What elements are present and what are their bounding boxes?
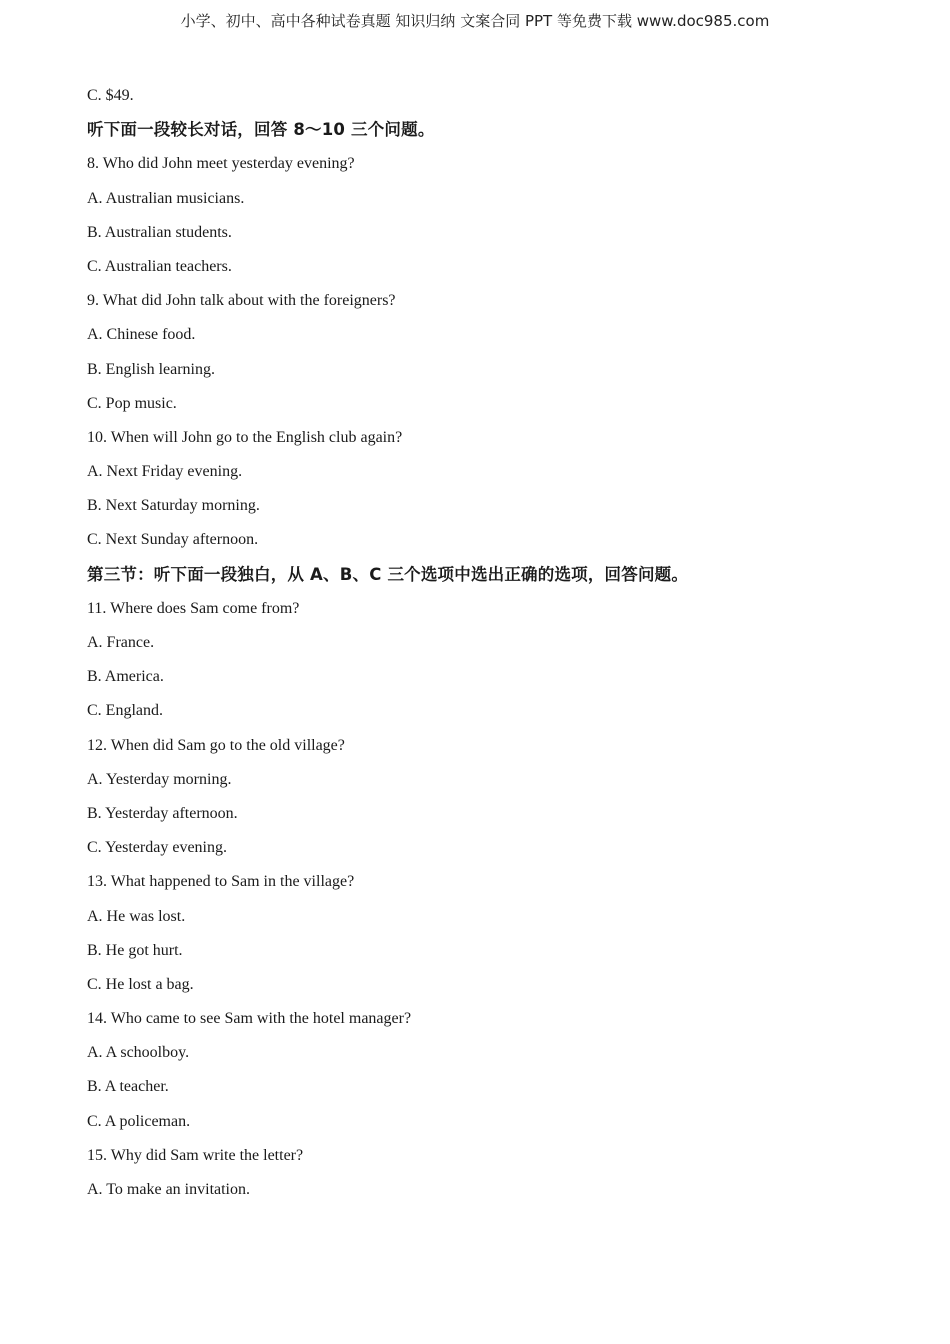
answer-option: A. Australian musicians. <box>87 189 245 207</box>
question-text: 8. Who did John meet yesterday evening? <box>87 155 355 173</box>
answer-option: C. He lost a bag. <box>87 975 194 993</box>
answer-option: B. He got hurt. <box>87 941 183 959</box>
answer-option: C. England. <box>87 702 163 720</box>
answer-option: B. America. <box>87 668 164 686</box>
answer-option: A. He was lost. <box>87 907 186 925</box>
section-instruction: 听下面一段较长对话，回答 8～10 三个问题。 <box>87 120 435 140</box>
answer-option: A. Chinese food. <box>87 326 196 344</box>
answer-option: A. Yesterday morning. <box>87 770 232 788</box>
answer-option: A. France. <box>87 634 155 651</box>
question-text: 11. Where does Sam come from? <box>87 599 300 617</box>
answer-option: B. A teacher. <box>87 1078 169 1096</box>
answer-option: A. To make an invitation. <box>87 1181 250 1198</box>
question-text: 14. Who came to see Sam with the hotel manager? <box>87 1010 412 1028</box>
site-header-banner: 小学、初中、高中各种试卷真题 知识归纳 文案合同 PPT 等免费下载 www.doc985.com <box>180 12 770 30</box>
answer-option: C. Next Sunday afternoon. <box>87 531 259 549</box>
question-text: 15. Why did Sam write the letter? <box>87 1146 304 1164</box>
answer-option: A. Next Friday evening. <box>87 463 243 481</box>
answer-option: C. Pop music. <box>87 394 177 412</box>
question-text: 10. When will John go to the English club again? <box>87 428 403 446</box>
answer-option: A. A schoolboy. <box>87 1044 190 1062</box>
answer-option: C. Australian teachers. <box>87 257 232 275</box>
section-instruction: 第三节：听下面一段独白，从 A、B、C 三个选项中选出正确的选项，回答问题。 <box>87 564 689 584</box>
answer-option: C. $49. <box>87 87 134 104</box>
answer-option: C. Yesterday evening. <box>87 839 227 857</box>
question-text: 9. What did John talk about with the foreigners? <box>87 292 396 310</box>
answer-option: B. Next Saturday morning. <box>87 497 260 515</box>
exam-content <box>87 83 887 1211</box>
answer-option: C. A policeman. <box>87 1112 191 1130</box>
question-text: 13. What happened to Sam in the village? <box>87 873 355 891</box>
question-text: 12. When did Sam go to the old village? <box>87 736 345 754</box>
answer-option: B. English learning. <box>87 360 215 378</box>
answer-option: B. Yesterday afternoon. <box>87 804 238 822</box>
answer-option: B. Australian students. <box>87 223 232 241</box>
